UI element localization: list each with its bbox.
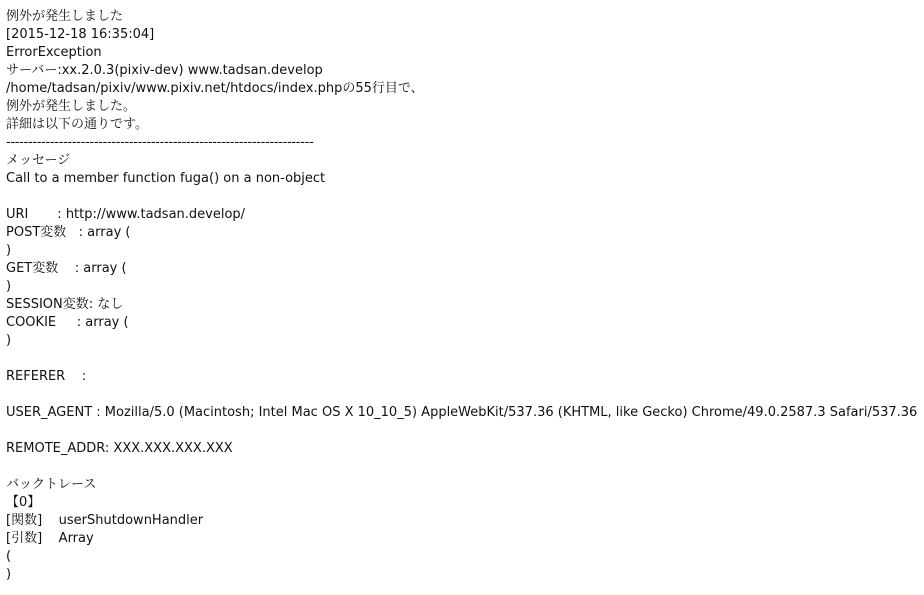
backtrace-args: [引数] Array	[6, 531, 94, 546]
message-heading: メッセージ	[6, 153, 71, 168]
backtrace-index: 【0】	[6, 495, 41, 510]
post-line: POST変数 : array (	[6, 225, 131, 240]
blank-line	[6, 350, 924, 368]
occurred-text: 例外が発生しました。	[6, 99, 137, 114]
message-text: Call to a member function fuga() on a non-object	[6, 171, 326, 186]
backtrace-args-open: (	[6, 549, 12, 564]
get-close: )	[6, 279, 12, 294]
post-close: )	[6, 243, 12, 258]
get-line: GET変数 : array (	[6, 261, 127, 276]
blank-line	[6, 458, 924, 476]
blank-line	[6, 386, 924, 404]
user-agent-line: USER_AGENT : Mozilla/5.0 (Macintosh; Intel Mac OS X 10_10_5) AppleWebKit/537.36 (KHTML, like Gecko) Chrome/49.0.2587.3 Safari/537.36	[6, 405, 918, 420]
backtrace-function: [関数] userShutdownHandler	[6, 513, 204, 528]
error-location: /home/tadsan/pixiv/www.pixiv.net/htdocs/index.phpの55行目で、	[6, 81, 424, 96]
cookie-close: )	[6, 333, 12, 348]
separator: ----------------------------------------------------------------------	[6, 135, 314, 150]
details-intro: 詳細は以下の通りです。	[6, 117, 148, 132]
exception-type: ErrorException	[6, 45, 102, 60]
session-line: SESSION変数: なし	[6, 297, 124, 312]
backtrace-heading: バックトレース	[6, 477, 97, 492]
backtrace-args-close: )	[6, 567, 12, 582]
uri-line: URI : http://www.tadsan.develop/	[6, 207, 246, 222]
referer-line: REFERER :	[6, 369, 87, 384]
timestamp: [2015-12-18 16:35:04]	[6, 27, 155, 42]
cookie-line: COOKIE : array (	[6, 315, 129, 330]
remote-addr-line: REMOTE_ADDR: XXX.XXX.XXX.XXX	[6, 441, 233, 456]
error-report	[6, 8, 924, 584]
report-title: 例外が発生しました	[6, 9, 124, 24]
blank-line	[6, 422, 924, 440]
blank-line	[6, 188, 924, 206]
server-info: サーバー:xx.2.0.3(pixiv-dev) www.tadsan.develop	[6, 63, 323, 78]
